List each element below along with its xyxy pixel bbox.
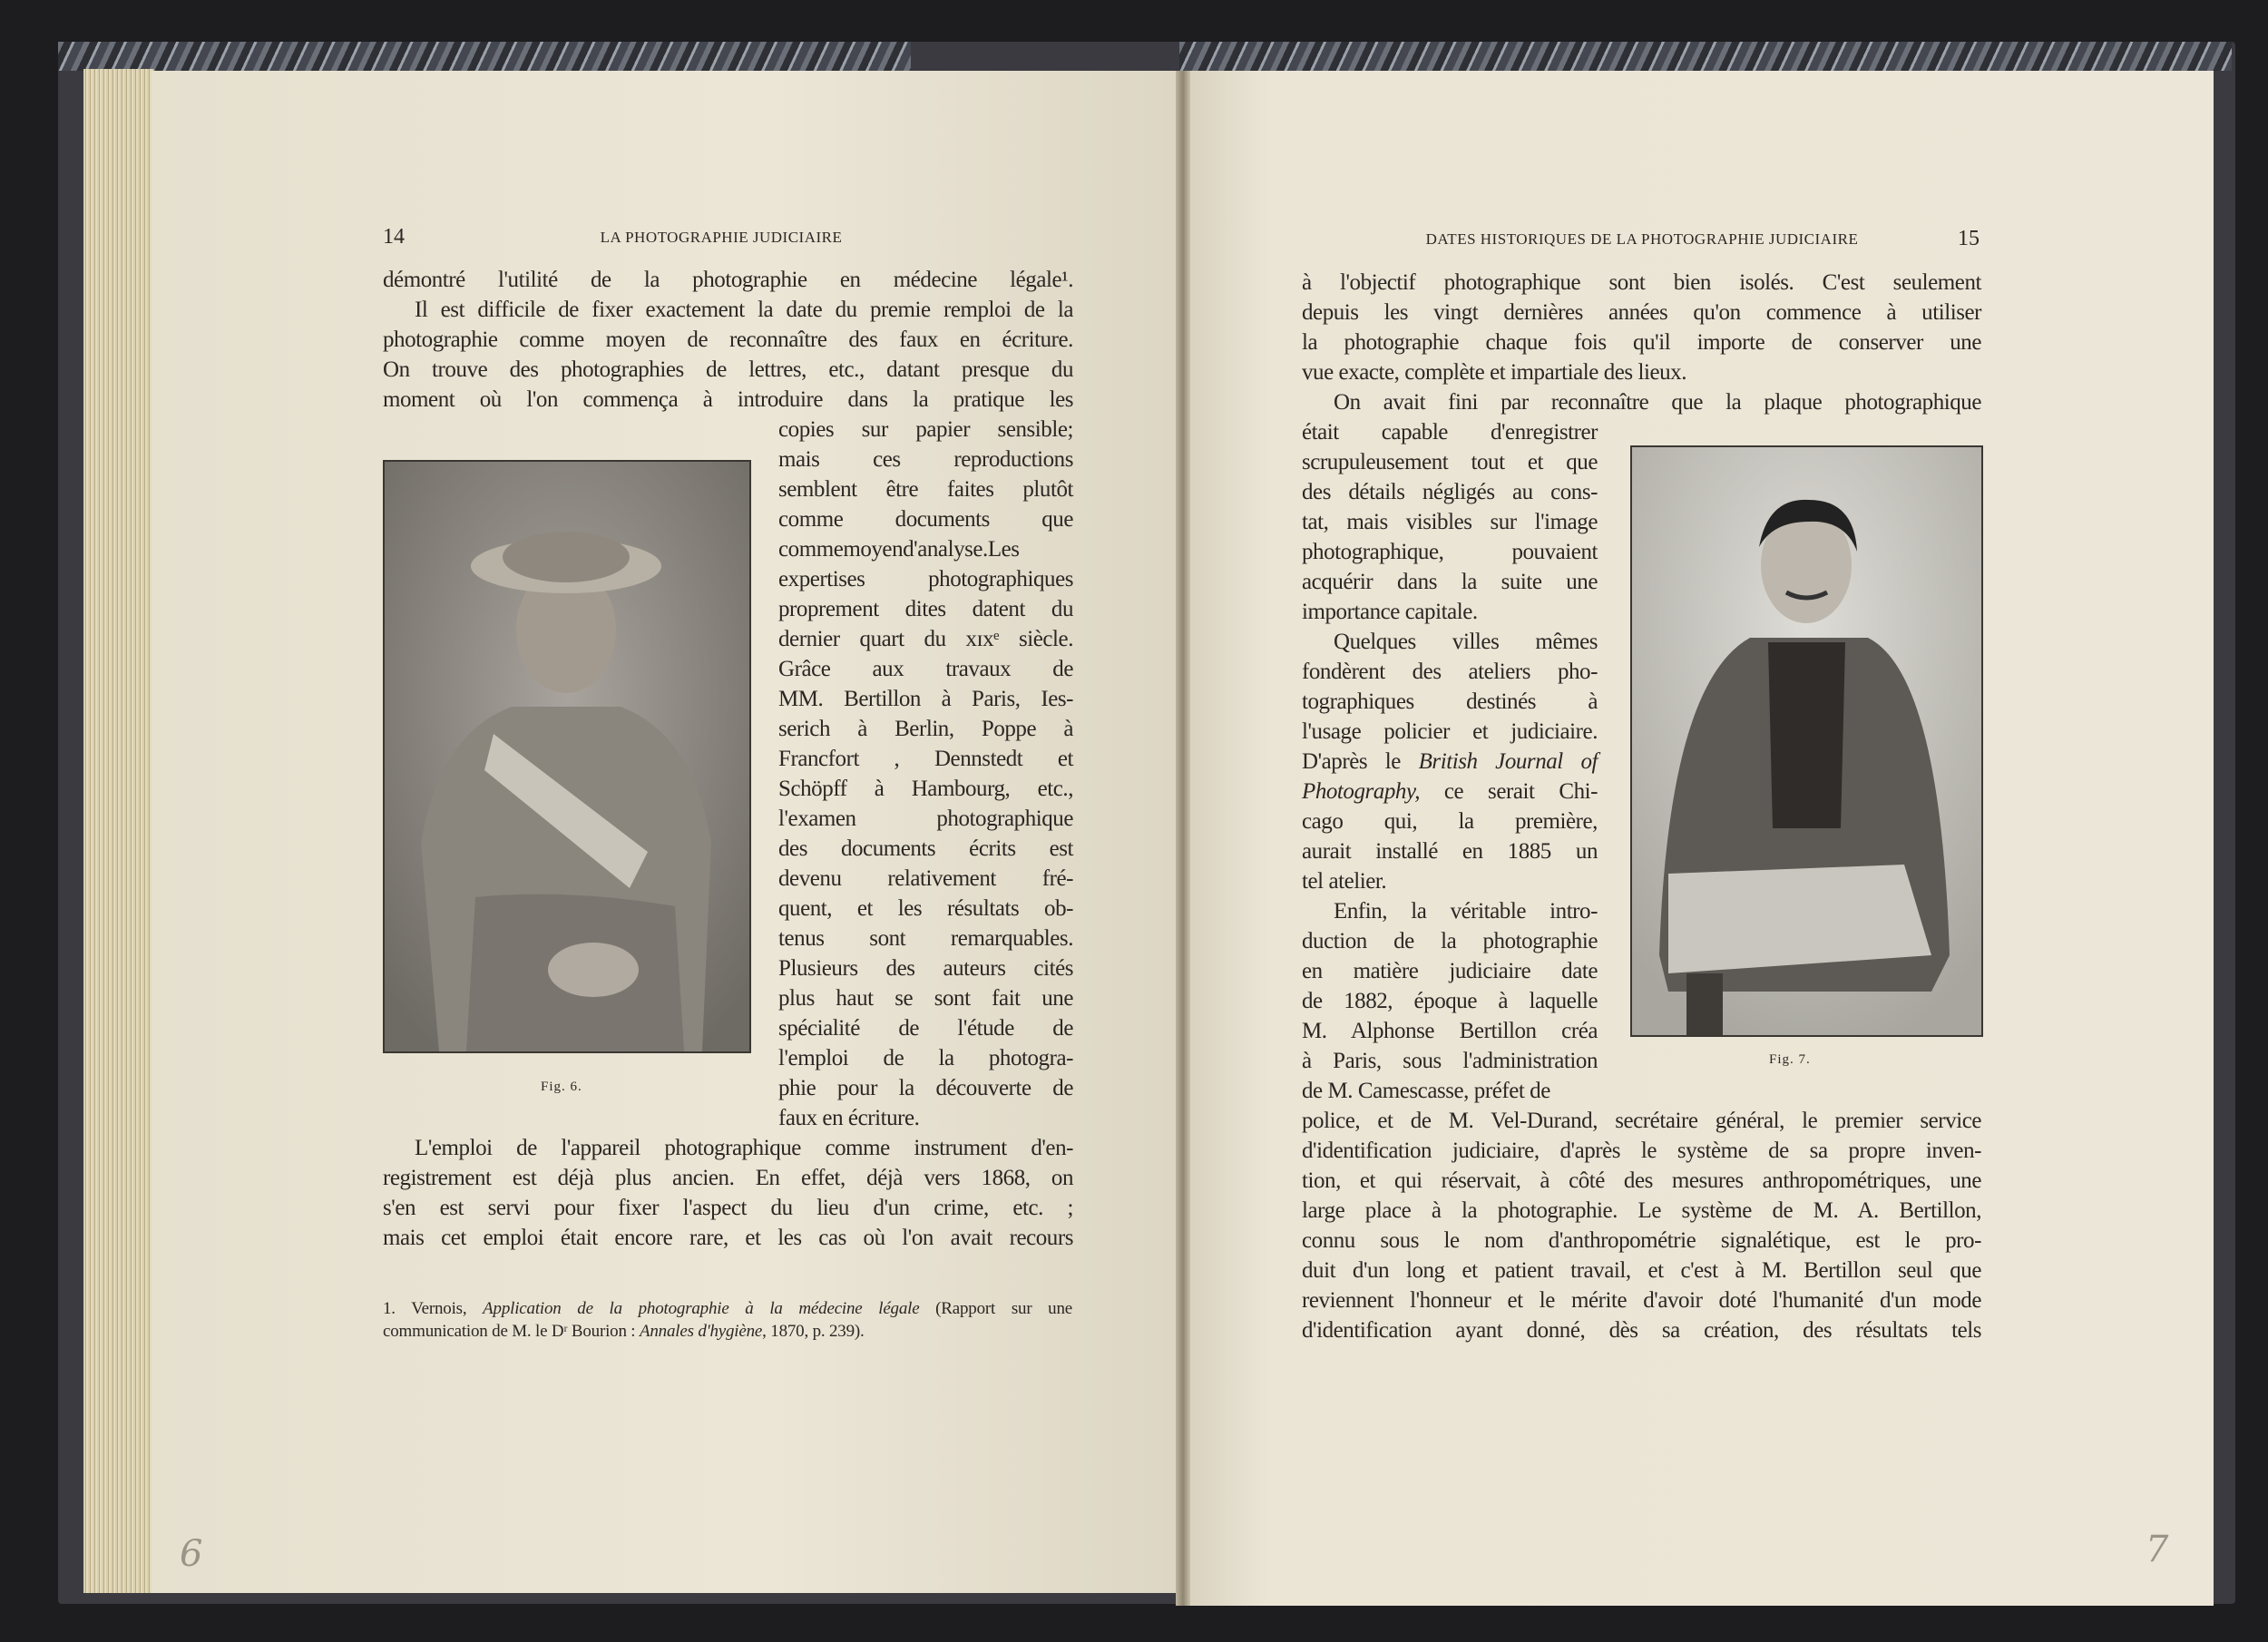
text-line: [1302, 1256, 1981, 1285]
text-segment: comme documents que: [778, 507, 1073, 532]
page-number-right: 15: [1958, 227, 1980, 250]
text-line: [1302, 507, 1598, 537]
text-line: [778, 1013, 1073, 1043]
text-line: [1302, 268, 1981, 298]
text-segment: des détails négligés au cons-: [1302, 480, 1598, 504]
text-segment: Plusieurs des auteurs cités: [778, 956, 1073, 981]
text-line: [778, 834, 1073, 864]
text-segment: démontré l'utilité de la photographie en médecine légale¹.: [383, 268, 1073, 292]
text-segment: Francfort , Dennstedt et: [778, 747, 1073, 771]
text-line: [778, 1073, 1073, 1103]
text-line: [1302, 687, 1598, 717]
text-segment: tat, mais visibles sur l'image: [1302, 510, 1598, 534]
text-line: [1302, 1285, 1981, 1315]
text-line: [1302, 537, 1598, 567]
text-segment: faux en écriture.: [778, 1106, 920, 1130]
text-segment: tenus sont remarquables.: [778, 926, 1073, 951]
text-line: [383, 1320, 1072, 1343]
text-segment: registrement est déjà plus ancien. En effet, déjà vers 1868, on: [383, 1166, 1073, 1190]
text-segment: ce serait Chi-: [1420, 779, 1598, 804]
text-line: [1302, 1226, 1981, 1256]
text-segment: duction de la photographie: [1302, 929, 1598, 953]
text-line: [1302, 986, 1598, 1016]
book-gutter: [1176, 71, 1190, 1606]
figure-6-caption: Fig. 6.: [541, 1080, 582, 1094]
text-segment: était capable d'enregistrer: [1302, 420, 1598, 445]
page-edges: [83, 69, 154, 1593]
text-segment: d'identification judiciaire, d'après le système de sa propre inven-: [1302, 1139, 1981, 1163]
text-segment: dernier quart du xɪxᵉ siècle.: [778, 627, 1073, 651]
text-segment: s'en est servi pour fixer l'aspect du lieu d'un crime, etc. ;: [383, 1196, 1073, 1220]
text-segment: plus haut se sont fait une: [778, 986, 1073, 1011]
italic-text: Annales d'hygiène: [639, 1322, 763, 1341]
text-line: [1302, 896, 1598, 926]
text-segment: commemoyend'analyse.Les: [778, 537, 1020, 562]
figure-6-photo: [383, 460, 751, 1053]
italic-text: British Journal of: [1418, 749, 1598, 774]
text-segment: mais cet emploi était encore rare, et les cas où l'on avait recours: [383, 1226, 1073, 1250]
text-line: [778, 1103, 1073, 1133]
text-segment: L'emploi de l'appareil photographique comme instrument d'en-: [415, 1136, 1073, 1160]
text-line: [1302, 1106, 1981, 1136]
text-line: [1302, 1046, 1598, 1076]
text-line: [1302, 1166, 1981, 1196]
text-segment: spécialité de l'étude de: [778, 1016, 1073, 1041]
text-segment: la photographie chaque fois qu'il importe de conserver une: [1302, 330, 1981, 355]
portrait-man-image: [1632, 447, 1981, 1035]
text-line: [383, 1193, 1073, 1223]
text-line: [778, 894, 1073, 924]
text-segment: tion, et qui réservait, à côté des mesures anthropométriques, une: [1302, 1168, 1981, 1193]
text-segment: expertises photographiques: [778, 567, 1073, 591]
text-segment: tel atelier.: [1302, 869, 1387, 894]
text-line: [383, 265, 1073, 295]
figure-7-photo: [1630, 445, 1983, 1037]
text-segment: cago qui, la première,: [1302, 809, 1598, 834]
text-segment: depuis les vingt dernières années qu'on commence à utiliser: [1302, 300, 1981, 325]
marbled-endpaper-left: [58, 42, 911, 71]
text-segment: reviennent l'honneur et le mérite d'avoir doté l'humanité d'un mode: [1302, 1288, 1981, 1313]
portrait-woman-image: [385, 462, 749, 1051]
text-segment: Enfin, la véritable intro-: [1334, 899, 1598, 924]
text-segment: de M. Camescasse, préfet de: [1302, 1079, 1550, 1103]
text-line: [1302, 747, 1598, 777]
text-line: [1302, 717, 1598, 747]
text-line: [778, 624, 1073, 654]
text-line: [383, 1133, 1073, 1163]
text-line: [1302, 836, 1598, 866]
text-segment: , 1870, p. 239).: [762, 1322, 865, 1341]
text-segment: à Paris, sous l'administration: [1302, 1049, 1598, 1073]
text-segment: l'examen photographique: [778, 806, 1073, 831]
text-line: [383, 355, 1073, 385]
text-segment: d'identification ayant donné, dès sa création, des résultats tels: [1302, 1318, 1981, 1343]
text-line: [383, 1223, 1073, 1253]
figure-7-caption: Fig. 7.: [1769, 1052, 1811, 1067]
text-segment: serich à Berlin, Poppe à: [778, 717, 1073, 741]
italic-text: Photography,: [1302, 779, 1421, 804]
text-segment: à l'objectif photographique sont bien isolés. C'est seulement: [1302, 270, 1981, 295]
text-segment: scrupuleusement tout et que: [1302, 450, 1598, 474]
text-segment: large place à la photographie. Le système de M. A. Bertillon,: [1302, 1198, 1981, 1223]
text-segment: police, et de M. Vel-Durand, secrétaire général, le premier service: [1302, 1109, 1981, 1133]
text-line: [1302, 417, 1598, 447]
text-line: [778, 594, 1073, 624]
text-segment: On trouve des photographies de lettres, etc., datant presque du: [383, 357, 1073, 382]
text-segment: acquérir dans la suite une: [1302, 570, 1598, 594]
text-segment: photographie comme moyen de reconnaître des faux en écriture.: [383, 327, 1073, 352]
text-segment: Grâce aux travaux de: [778, 657, 1073, 681]
text-line: [1302, 956, 1598, 986]
text-segment: l'emploi de la photogra-: [778, 1046, 1073, 1070]
marbled-endpaper-right: [1179, 42, 2232, 71]
text-line: [1302, 327, 1981, 357]
text-segment: de 1882, époque à laquelle: [1302, 989, 1598, 1013]
text-segment: Schöpff à Hambourg, etc.,: [778, 777, 1073, 801]
italic-text: Application de la photographie à la médecine légale: [483, 1299, 920, 1318]
text-segment: semblent être faites plutôt: [778, 477, 1073, 502]
text-segment: Quelques villes mêmes: [1334, 630, 1598, 654]
text-line: [1302, 1315, 1981, 1345]
text-segment: l'usage policier et judiciaire.: [1302, 719, 1598, 744]
text-line: [1302, 477, 1598, 507]
text-line: [778, 924, 1073, 953]
text-line: [778, 953, 1073, 983]
text-line: [778, 534, 1073, 564]
text-segment: copies sur papier sensible;: [778, 417, 1073, 442]
page-number-left: 14: [383, 225, 405, 249]
text-line: [778, 804, 1073, 834]
text-segment: vue exacte, complète et impartiale des lieux.: [1302, 360, 1687, 385]
text-line: [778, 1043, 1073, 1073]
text-segment: D'après le: [1302, 749, 1419, 774]
text-line: [383, 325, 1073, 355]
text-segment: importance capitale.: [1302, 600, 1478, 624]
text-line: [778, 864, 1073, 894]
text-segment: On avait fini par reconnaître que la plaque photographique: [1334, 390, 1981, 415]
text-line: [1302, 447, 1598, 477]
text-segment: des documents écrits est: [778, 836, 1073, 861]
text-line: [1302, 866, 1598, 896]
text-segment: photographique, pouvaient: [1302, 540, 1598, 564]
text-segment: MM. Bertillon à Paris, Ies-: [778, 687, 1073, 711]
text-line: [778, 714, 1073, 744]
text-segment: 1. Vernois,: [383, 1299, 484, 1318]
text-segment: moment où l'on commença à introduire dans la pratique les: [383, 387, 1073, 412]
running-header-left: LA PHOTOGRAPHIE JUDICIAIRE: [600, 229, 843, 246]
text-line: [1302, 597, 1598, 627]
text-line: [1302, 1136, 1981, 1166]
text-line: [778, 445, 1073, 474]
text-line: [778, 744, 1073, 774]
text-segment: en matière judiciaire date: [1302, 959, 1598, 983]
text-line: [778, 684, 1073, 714]
text-line: [1302, 298, 1981, 327]
text-segment: (Rapport sur une: [919, 1299, 1072, 1318]
text-segment: Il est difficile de fixer exactement la date du premie remploi de la: [415, 298, 1073, 322]
text-line: [1302, 657, 1598, 687]
text-segment: connu sous le nom d'anthropométrie signalétique, est le pro-: [1302, 1228, 1981, 1253]
text-line: [1302, 567, 1598, 597]
handwritten-page-mark-left: 6: [180, 1533, 203, 1575]
text-segment: aurait installé en 1885 un: [1302, 839, 1598, 864]
text-line: [1302, 627, 1598, 657]
text-line: [1302, 1196, 1981, 1226]
text-segment: devenu relativement fré-: [778, 866, 1073, 891]
text-line: [778, 564, 1073, 594]
text-segment: phie pour la découverte de: [778, 1076, 1073, 1100]
text-line: [1302, 357, 1981, 387]
text-segment: proprement dites datent du: [778, 597, 1073, 621]
text-line: [1302, 777, 1598, 806]
handwritten-page-mark-right: 7: [2146, 1529, 2169, 1570]
text-line: [383, 385, 1073, 415]
text-segment: tographiques destinés à: [1302, 689, 1598, 714]
text-line: [1302, 806, 1598, 836]
text-line: [1302, 1076, 1598, 1106]
text-line: [1302, 926, 1598, 956]
text-segment: fondèrent des ateliers pho-: [1302, 660, 1598, 684]
running-header-right: DATES HISTORIQUES DE LA PHOTOGRAPHIE JUDICIAIRE: [1425, 230, 1859, 248]
text-line: [383, 1297, 1072, 1320]
text-line: [778, 415, 1073, 445]
footnote: [383, 1297, 1072, 1343]
text-line: [383, 1163, 1073, 1193]
text-line: [1302, 387, 1981, 417]
text-segment: M. Alphonse Bertillon créa: [1302, 1019, 1598, 1043]
text-segment: communication de M. le Dʳ Bourion :: [383, 1322, 640, 1341]
text-line: [778, 474, 1073, 504]
text-line: [1302, 1016, 1598, 1046]
text-line: [383, 295, 1073, 325]
text-line: [778, 774, 1073, 804]
text-segment: duit d'un long et patient travail, et c'est à M. Bertillon seul que: [1302, 1258, 1981, 1283]
text-line: [778, 983, 1073, 1013]
text-line: [778, 654, 1073, 684]
text-segment: mais ces reproductions: [778, 447, 1073, 472]
text-segment: quent, et les résultats ob-: [778, 896, 1073, 921]
text-line: [778, 504, 1073, 534]
